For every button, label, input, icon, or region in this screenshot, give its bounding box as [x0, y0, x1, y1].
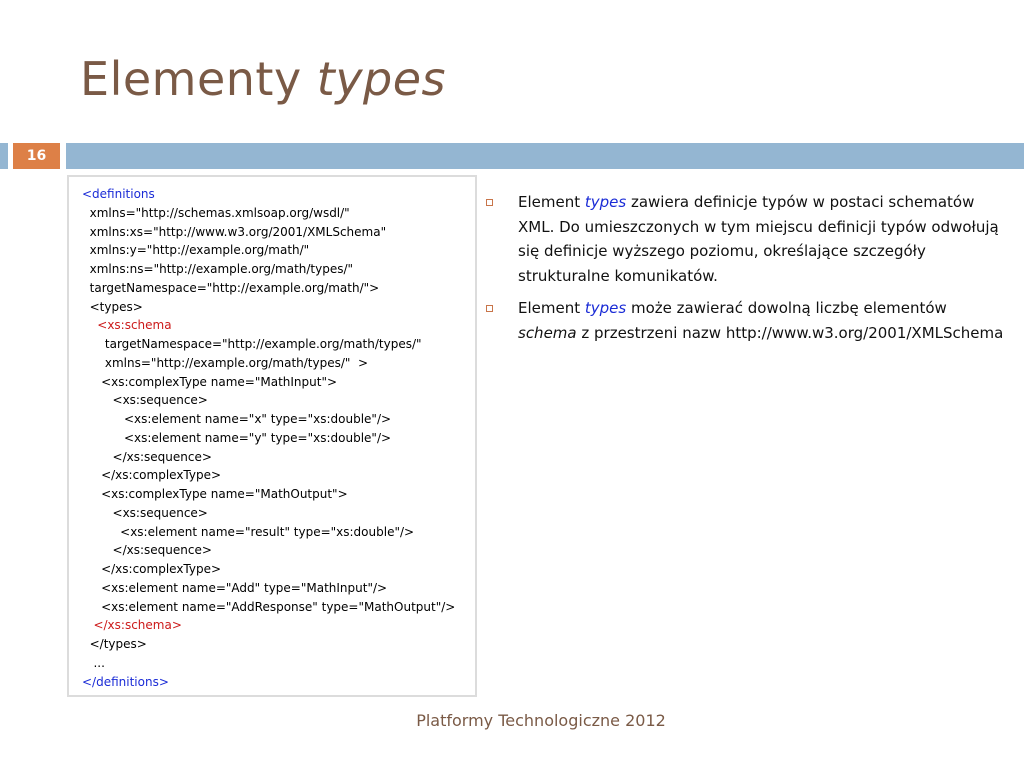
bullet-text-pre: Element: [518, 193, 585, 211]
code-line: </types>: [82, 637, 147, 651]
code-line: <xs:complexType name="MathInput">: [82, 374, 338, 389]
bullet-keyword: types: [584, 193, 627, 211]
code-line: </xs:complexType>: [82, 562, 222, 576]
code-line: xmlns="http://schemas.xmlsoap.org/wsdl/": [82, 205, 350, 220]
slide-title-emphasis: types: [316, 52, 447, 106]
bullet-text-pre: Element: [518, 299, 585, 317]
code-line: <xs:sequence>: [82, 505, 208, 520]
code-line: ...: [82, 655, 105, 670]
code-line: <xs:element name="result" type="xs:double"/>: [82, 524, 415, 539]
code-line: <xs:element name="Add" type="MathInput"/>: [82, 580, 388, 595]
code-line: xmlns="http://example.org/math/types/" >: [82, 355, 369, 370]
code-line: <types>: [82, 299, 143, 314]
code-line: xmlns:xs="http://www.w3.org/2001/XMLSchema": [82, 224, 387, 239]
code-line: <xs:element name="y" type="xs:double"/>: [82, 430, 392, 445]
code-line: <xs:complexType name="MathOutput">: [82, 487, 348, 501]
code-line: targetNamespace="http://example.org/math/types/": [82, 337, 422, 351]
code-line: </xs:schema>: [82, 618, 182, 633]
bullet-square-icon: [486, 305, 493, 312]
code-line: xmlns:ns="http://example.org/math/types/": [82, 262, 354, 276]
bullet-keyword: types: [584, 299, 627, 317]
slide-footer: Platformy Technologiczne 2012: [416, 711, 666, 730]
code-line: <xs:element name="x" type="xs:double"/>: [82, 412, 392, 426]
accent-bar-lead: [0, 143, 8, 169]
slide-title: [80, 52, 446, 106]
bullet-italic-term: schema: [518, 323, 577, 342]
bullet-text-post2: z przestrzeni nazw http://www.w3.org/2001/XMLSchema: [576, 323, 1004, 342]
code-line: <xs:schema: [82, 318, 172, 333]
code-line: </definitions>: [82, 674, 169, 689]
bullet-item: [484, 296, 1004, 345]
bullet-text-post: zawiera definicje typów w postaci schematów XML. Do umieszczonych w tym miejscu definicji typów odwołują się definicje wyższego poziomu, określające szczegóły strukturalne komunikatów.: [518, 193, 999, 285]
accent-bar: [0, 143, 1024, 169]
code-line: </xs:sequence>: [82, 543, 212, 558]
slide-title-main: Elementy: [80, 52, 302, 106]
code-line: </xs:complexType>: [82, 468, 222, 483]
accent-bar-fill: [66, 143, 1024, 169]
code-line: <xs:sequence>: [82, 393, 208, 408]
slide-number: 16: [13, 143, 60, 169]
code-line: </xs:sequence>: [82, 449, 212, 464]
bullet-item: [484, 190, 1004, 288]
code-line: <definitions: [82, 187, 155, 201]
bullet-list: [484, 190, 1004, 353]
code-line: xmlns:y="http://example.org/math/": [82, 243, 310, 258]
code-listing: [67, 175, 477, 697]
code-line: targetNamespace="http://example.org/math/">: [82, 280, 380, 295]
code-line: <xs:element name="AddResponse" type="MathOutput"/>: [82, 599, 456, 614]
bullet-square-icon: [486, 199, 493, 206]
bullet-text-post: może zawierać dowolną liczbę elementów: [626, 299, 947, 317]
